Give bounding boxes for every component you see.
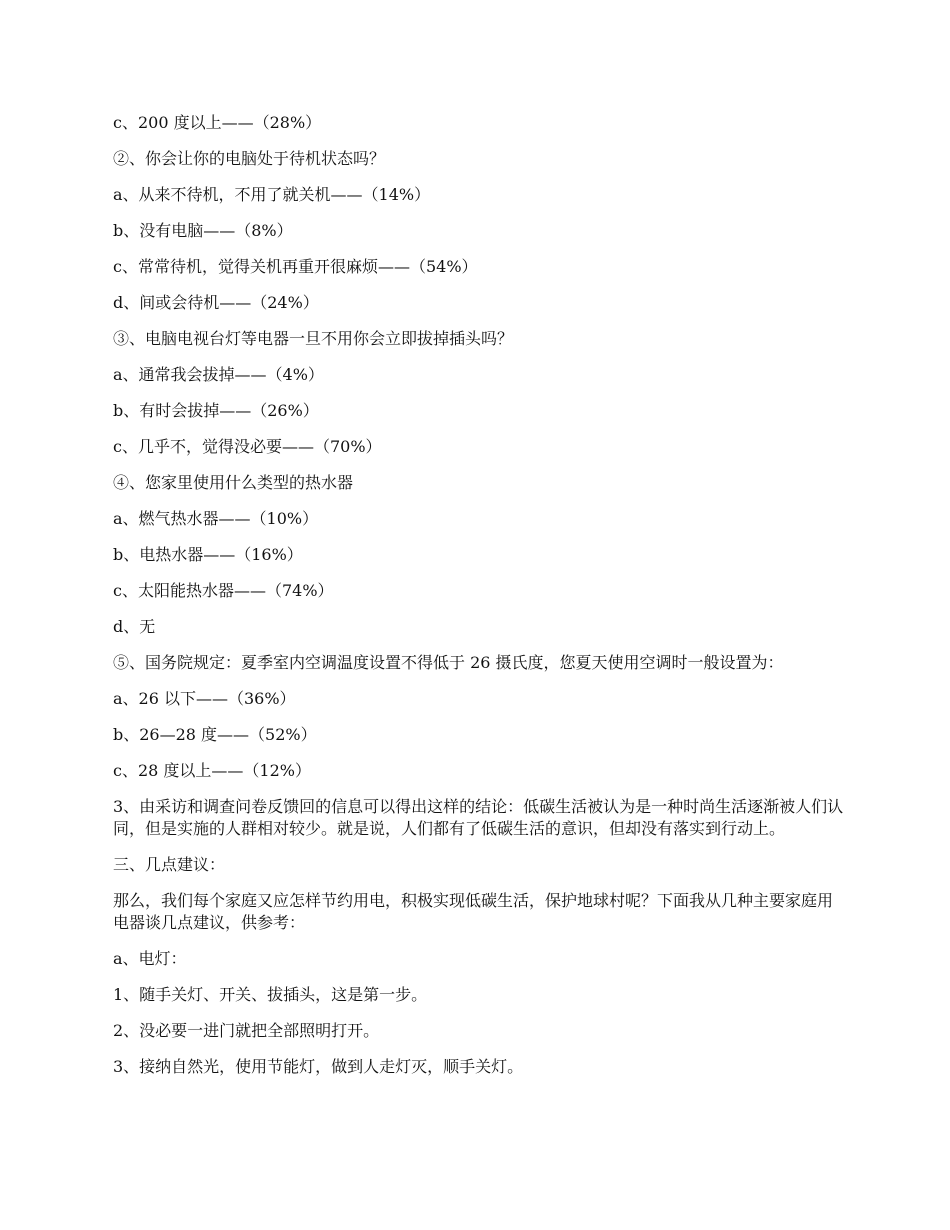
answer-c-200-degrees: c、200 度以上——（28%） xyxy=(113,113,322,132)
answer-a-never-standby: a、从来不待机，不用了就关机——（14%） xyxy=(113,185,431,204)
tip-1: 1、随手关灯、开关、拔插头，这是第一步。 xyxy=(113,985,428,1004)
answer-b-electric-heater: b、电热水器——（16%） xyxy=(113,545,303,564)
answer-a-below-26: a、26 以下——（36%） xyxy=(113,689,296,708)
question-4-water-heater: ④、您家里使用什么类型的热水器 xyxy=(113,473,354,492)
answer-c-above-28: c、28 度以上——（12%） xyxy=(113,761,311,780)
subheading-electric-light: a、电灯： xyxy=(113,949,187,968)
question-2-computer-standby: ②、你会让你的电脑处于待机状态吗？ xyxy=(113,149,386,168)
answer-a-gas-heater: a、燃气热水器——（10%） xyxy=(113,509,319,528)
section-heading-suggestions: 三、几点建议： xyxy=(113,855,226,874)
answer-c-hardly-unplug: c、几乎不，觉得没必要——（70%） xyxy=(113,437,382,456)
answer-d-sometimes-standby: d、间或会待机——（24%） xyxy=(113,293,319,312)
answer-b-no-computer: b、没有电脑——（8%） xyxy=(113,221,293,240)
suggestions-intro-paragraph: 那么，我们每个家庭又应怎样节约用电，积极实现低碳生活，保护地球村呢？下面我从几种主要家庭用电器谈几点建议，供参考： xyxy=(113,891,834,932)
tip-3: 3、接纳自然光，使用节能灯，做到人走灯灭，顺手关灯。 xyxy=(113,1057,524,1076)
conclusion-paragraph: 3、由采访和调查问卷反馈回的信息可以得出这样的结论：低碳生活被认为是一种时尚生活逐渐被人们认同，但是实施的人群相对较少。就是说，人们都有了低碳生活的意识，但却没有落实到行动上。 xyxy=(113,797,844,838)
document-page xyxy=(113,112,848,1092)
answer-d-none: d、无 xyxy=(113,617,156,636)
answer-c-often-standby: c、常常待机，觉得关机再重开很麻烦——（54%） xyxy=(113,257,478,276)
answer-b-sometimes-unplug: b、有时会拔掉——（26%） xyxy=(113,401,319,420)
question-5-air-conditioner: ⑤、国务院规定：夏季室内空调温度设置不得低于 26 摄氏度，您夏天使用空调时一般设置为： xyxy=(113,653,784,672)
answer-b-26-28: b、26—28 度——（52%） xyxy=(113,725,317,744)
tip-2: 2、没必要一进门就把全部照明打开。 xyxy=(113,1021,380,1040)
answer-a-usually-unplug: a、通常我会拔掉——（4%） xyxy=(113,365,324,384)
question-3-unplug: ③、电脑电视台灯等电器一旦不用你会立即拔掉插头吗？ xyxy=(113,329,514,348)
answer-c-solar-heater: c、太阳能热水器——（74%） xyxy=(113,581,334,600)
